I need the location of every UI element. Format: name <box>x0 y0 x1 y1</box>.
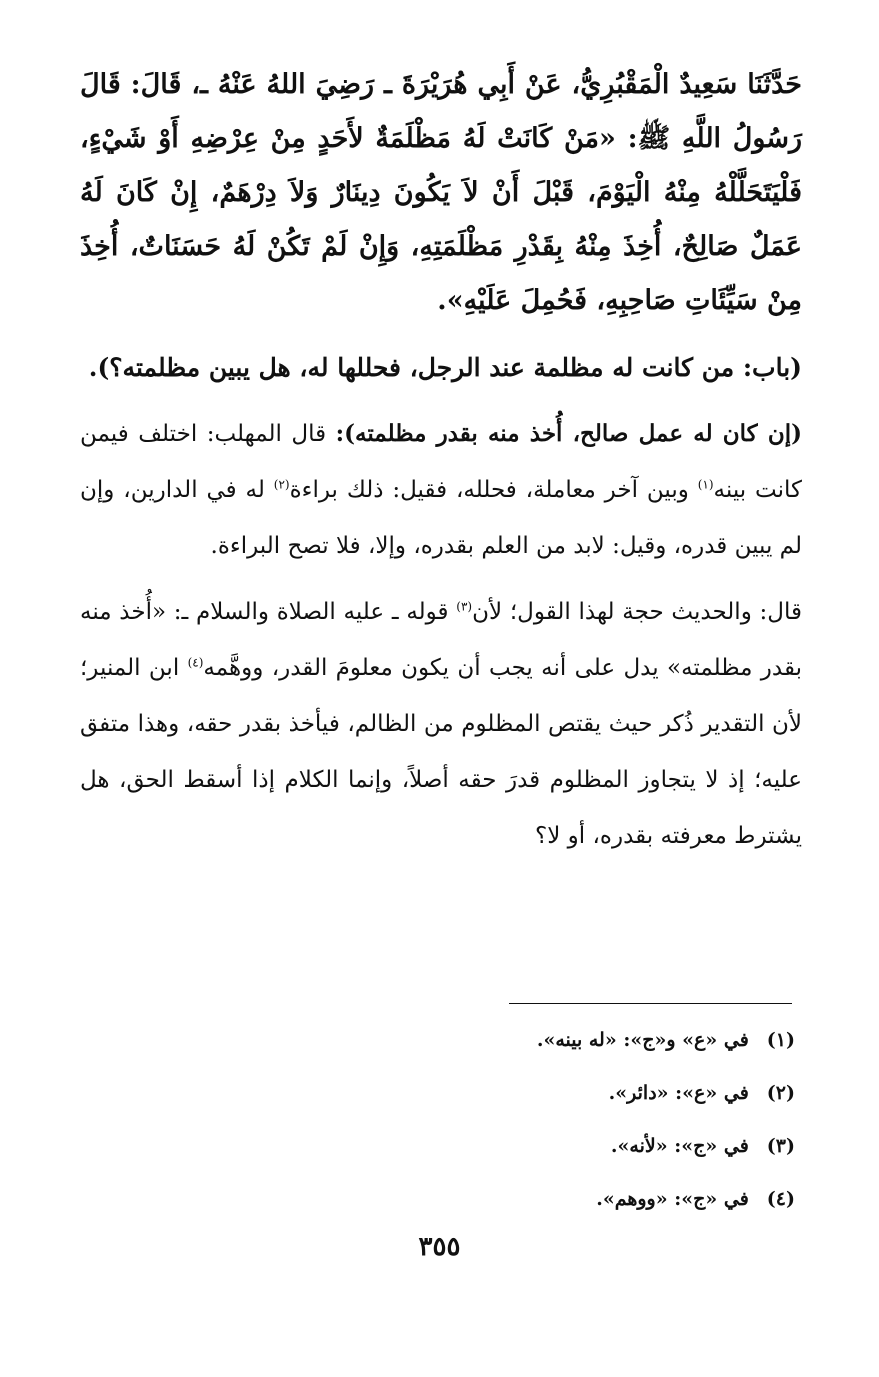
footnote-3 <box>235 1126 795 1179</box>
footnote-ref-3: (٣) <box>456 599 473 614</box>
commentary-text: قال المهلب: اختلف فيمن كانت بينه <box>80 421 802 503</box>
footnote-number: (٤) <box>766 1188 795 1210</box>
footnote-ref-2: (٢) <box>273 477 290 492</box>
commentary-text: قوله ـ عليه الصلاة والسلام ـ: «أُخذ منه بقدر مظلمته» يدل على أنه يجب أن يكون معلومَ القدر، ووهَّمه <box>80 599 802 681</box>
commentary-paragraph-2 <box>80 584 802 864</box>
footnote-2 <box>235 1073 795 1126</box>
commentary-text: له في الدارين، وإن لم يبين قدره، وقيل: لابد من العلم بقدره، وإلا، فلا تصح البراءة. <box>80 477 802 559</box>
commentary-text: وبين آخر معاملة، فحلله، فقيل: ذلك براءة <box>289 477 698 503</box>
footnote-1 <box>235 1020 795 1073</box>
footnote-text: في «ع»: «دائر». <box>608 1082 749 1104</box>
commentary-paragraph-1 <box>80 406 802 574</box>
footnote-text: في «ع» و«ج»: «له بينه». <box>536 1029 749 1051</box>
chapter-heading <box>80 340 802 396</box>
hadith-text: حَدَّثَنَا سَعِيدٌ الْمَقْبُرِيُّ، عَنْ أَبِي هُرَيْرَةَ ـ رَضِيَ اللهُ عَنْهُ ـ، قَالَ: قَالَ رَسُولُ اللَّهِ ﷺ: «مَنْ كَانَتْ لَهُ مَظْلَمَةٌ لأَحَدٍ مِنْ عِرْضِهِ أَوْ شَيْءٍ، فَلْيَتَحَلَّلْهُ مِنْهُ الْيَوْمَ، قَبْلَ أَنْ لاَ يَكُونَ دِينَارٌ وَلاَ دِرْهَمٌ، إِنْ كَانَ لَهُ عَمَلٌ صَالِحٌ، أُخِذَ مِنْهُ بِقَدْرِ مَظْلَمَتِهِ، وَإِنْ لَمْ تَكُنْ لَهُ حَسَنَاتٌ، أُخِذَ مِنْ سَيِّئَاتِ صَاحِبِهِ، فَحُمِلَ عَلَيْهِ». <box>80 69 802 316</box>
page-body <box>80 58 802 874</box>
footnote-number: (١) <box>766 1029 795 1051</box>
chapter-heading-text: (باب: من كانت له مظلمة عند الرجل، فحللها له، هل يبين مظلمته؟). <box>88 353 802 382</box>
footnotes <box>235 1020 795 1232</box>
footnote-4 <box>235 1179 795 1232</box>
commentary-lead-quote: (إن كان له عمل صالح، أُخذ منه بقدر مظلمته): <box>335 420 802 447</box>
page-number: ٣٥٥ <box>418 1232 461 1262</box>
commentary-text: قال: والحديث حجة لهذا القول؛ لأن <box>472 599 802 625</box>
footnote-divider <box>509 1003 792 1004</box>
footnote-ref-4: (٤) <box>187 655 204 670</box>
commentary-text: ابن المنير؛ لأن التقدير ذُكر حيث يقتص المظلوم من الظالم، فيأخذ بقدر حقه، وهذا متفق عليه؛ إذ لا يتجاوز المظلوم قدرَ حقه أصلاً، وإنما الكلام إذا أسقط الحق، هل يشترط معرفته بقدره، أو لا؟ <box>80 655 802 849</box>
footnote-number: (٣) <box>766 1135 795 1157</box>
footnote-text: في «ج»: «لأنه». <box>610 1135 749 1157</box>
footnote-text: في «ج»: «ووهم». <box>596 1188 749 1210</box>
footnote-number: (٢) <box>766 1082 795 1104</box>
footnote-ref-1: (١) <box>697 477 714 492</box>
